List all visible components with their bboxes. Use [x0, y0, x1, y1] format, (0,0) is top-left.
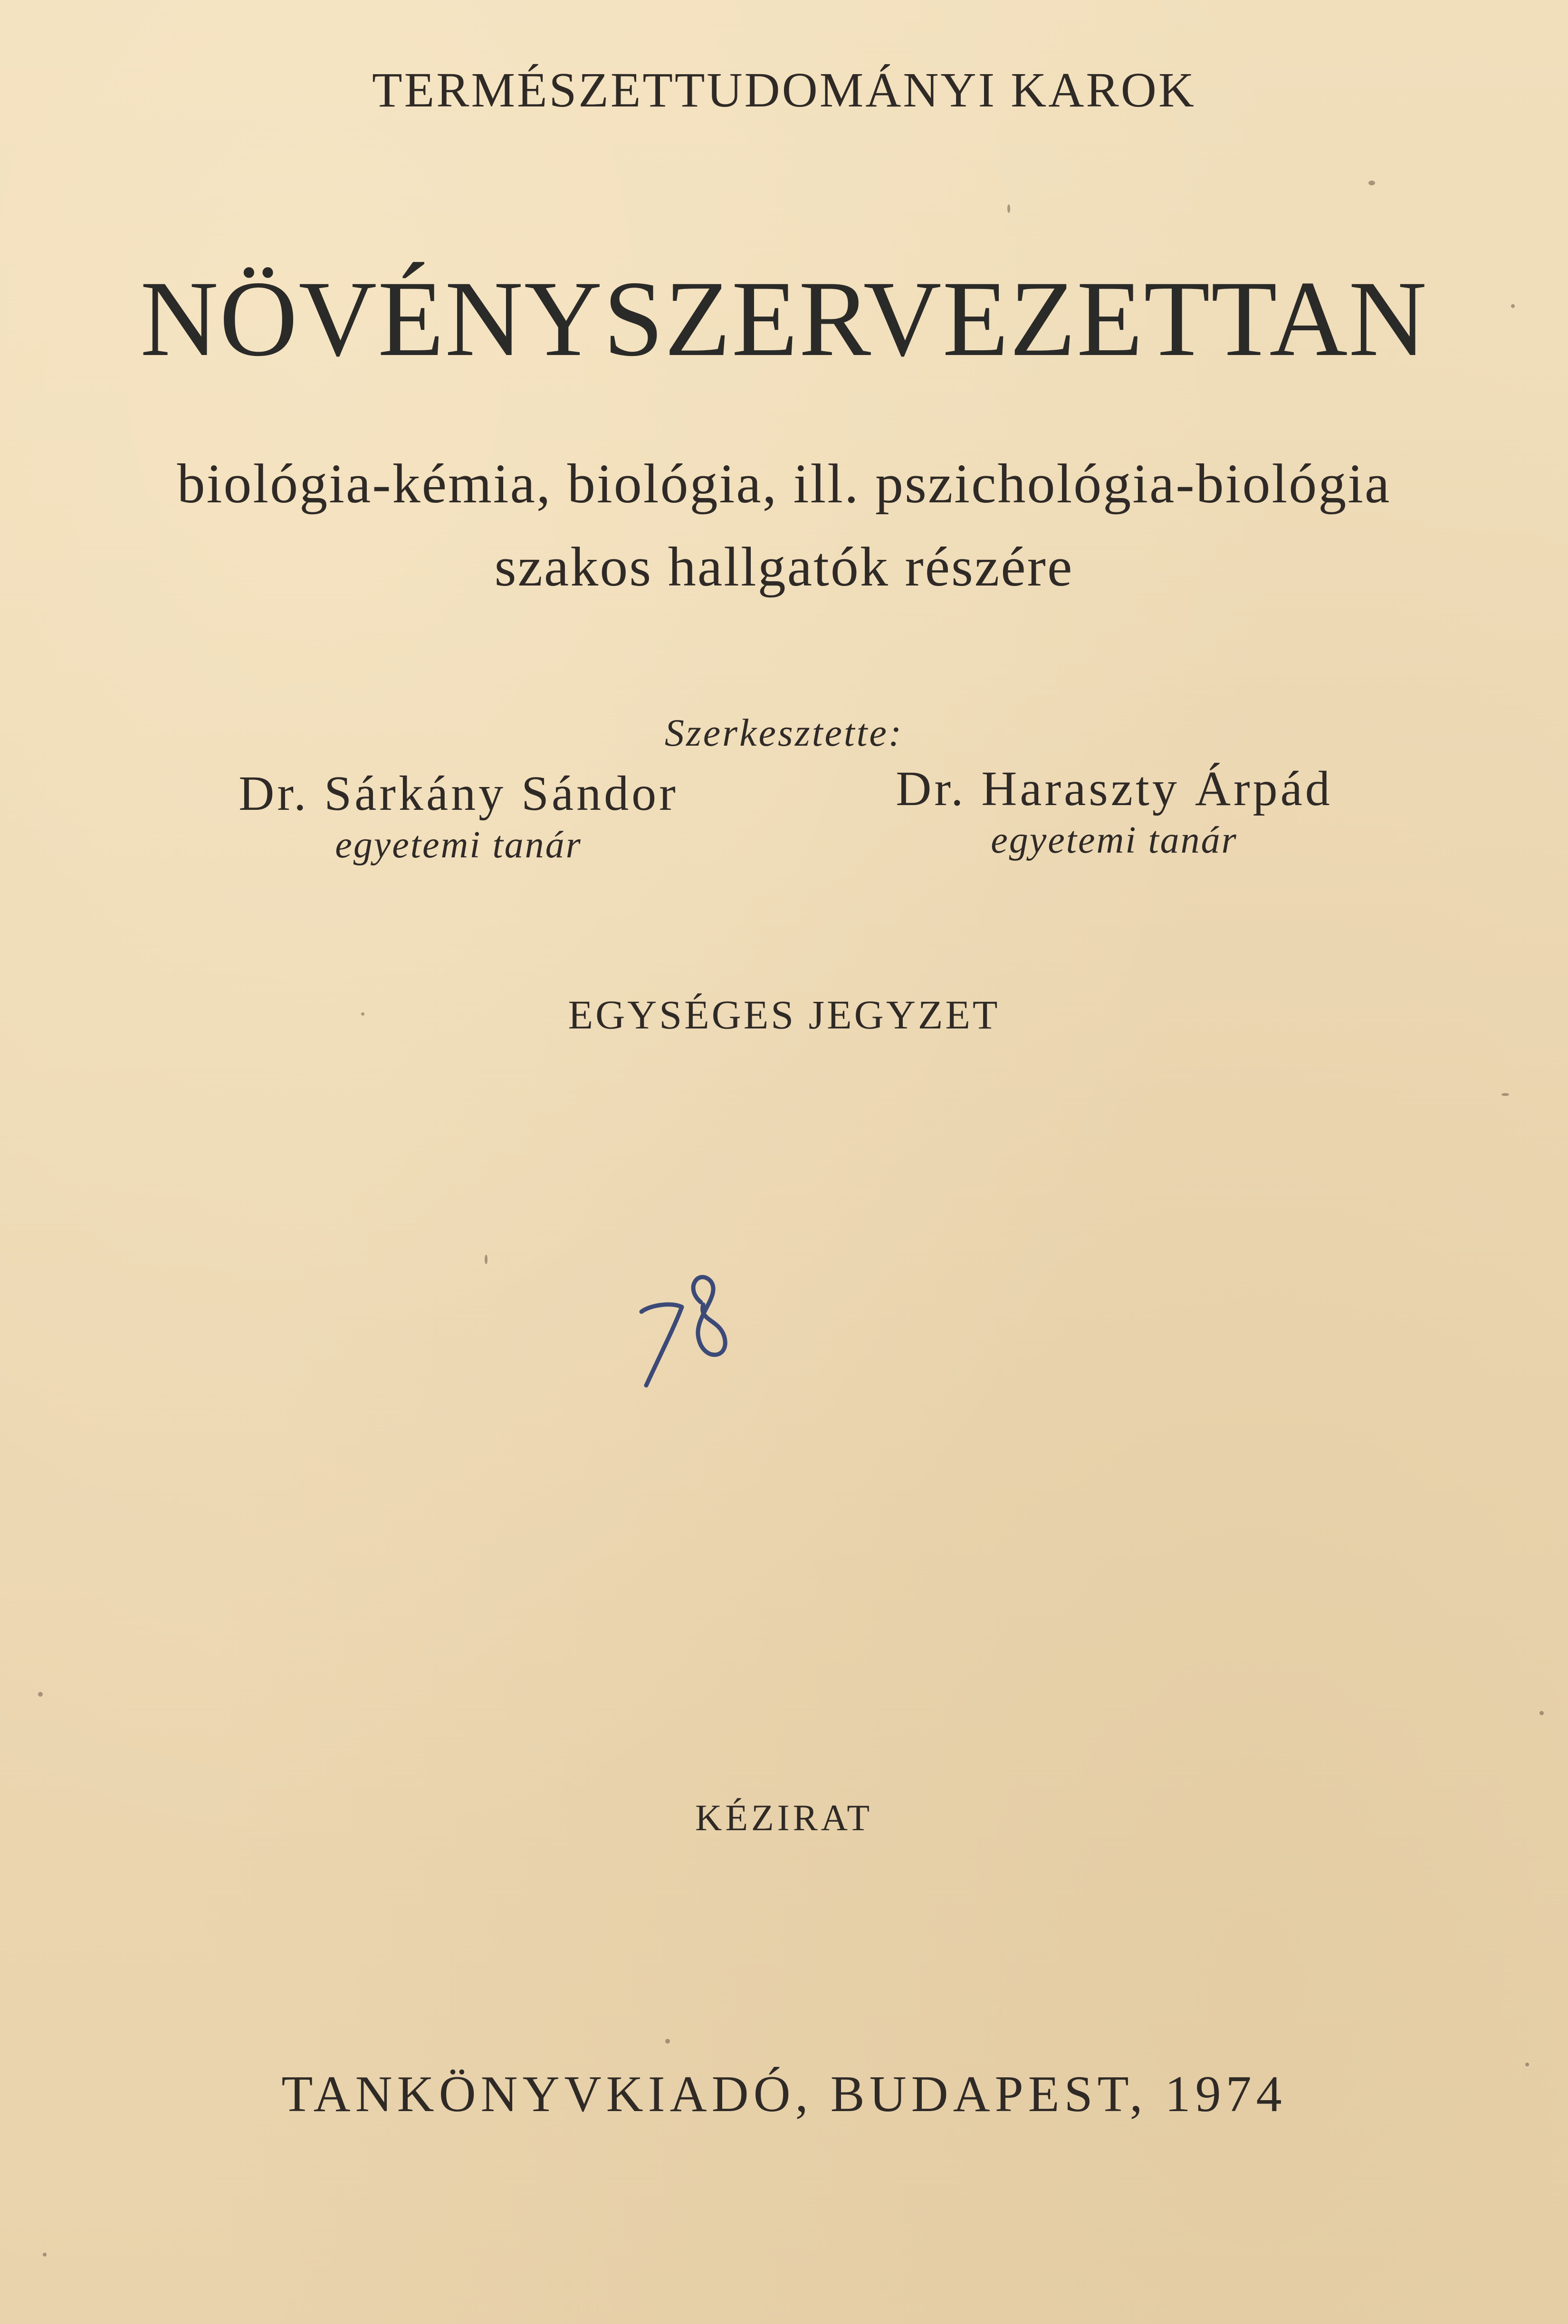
paper-speck: [1511, 304, 1515, 308]
paper-speck: [1501, 1093, 1509, 1096]
book-title: NÖVÉNYSZERVEZETTAN: [140, 259, 1428, 379]
subtitle-line-2: szakos hallgatók részére: [494, 536, 1074, 598]
faculty-heading: TERMÉSZETTUDOMÁNYI KAROK: [372, 63, 1196, 117]
paper-speck: [1368, 181, 1375, 185]
subtitle-line-1: biológia-kémia, biológia, ill. pszichológia-biológia: [177, 452, 1391, 515]
handwritten-mark: [627, 1259, 746, 1402]
edited-by-label: Szerkesztette:: [664, 711, 904, 754]
editor-block-1: [171, 765, 746, 867]
paper-speck: [361, 1012, 364, 1016]
paper-speck: [665, 2039, 670, 2044]
editor-role: egyetemi tanár: [991, 819, 1238, 861]
paper-speck: [38, 1692, 43, 1697]
paper-speck: [43, 2253, 47, 2257]
editor-name: Dr. Sárkány Sándor: [239, 766, 679, 821]
paper-speck: [1539, 1711, 1544, 1715]
editor-role: egyetemi tanár: [335, 824, 582, 866]
editor-block-2: [846, 760, 1383, 862]
manuscript-label: KÉZIRAT: [695, 1797, 873, 1838]
paper-speck: [1525, 2063, 1529, 2066]
editor-name: Dr. Haraszty Árpád: [896, 761, 1333, 816]
notes-type: EGYSÉGES JEGYZET: [568, 992, 1000, 1037]
paper-speck: [485, 1255, 488, 1264]
paper-speck: [1007, 204, 1010, 213]
publisher-line: TANKÖNYVKIADÓ, BUDAPEST, 1974: [281, 2066, 1287, 2122]
